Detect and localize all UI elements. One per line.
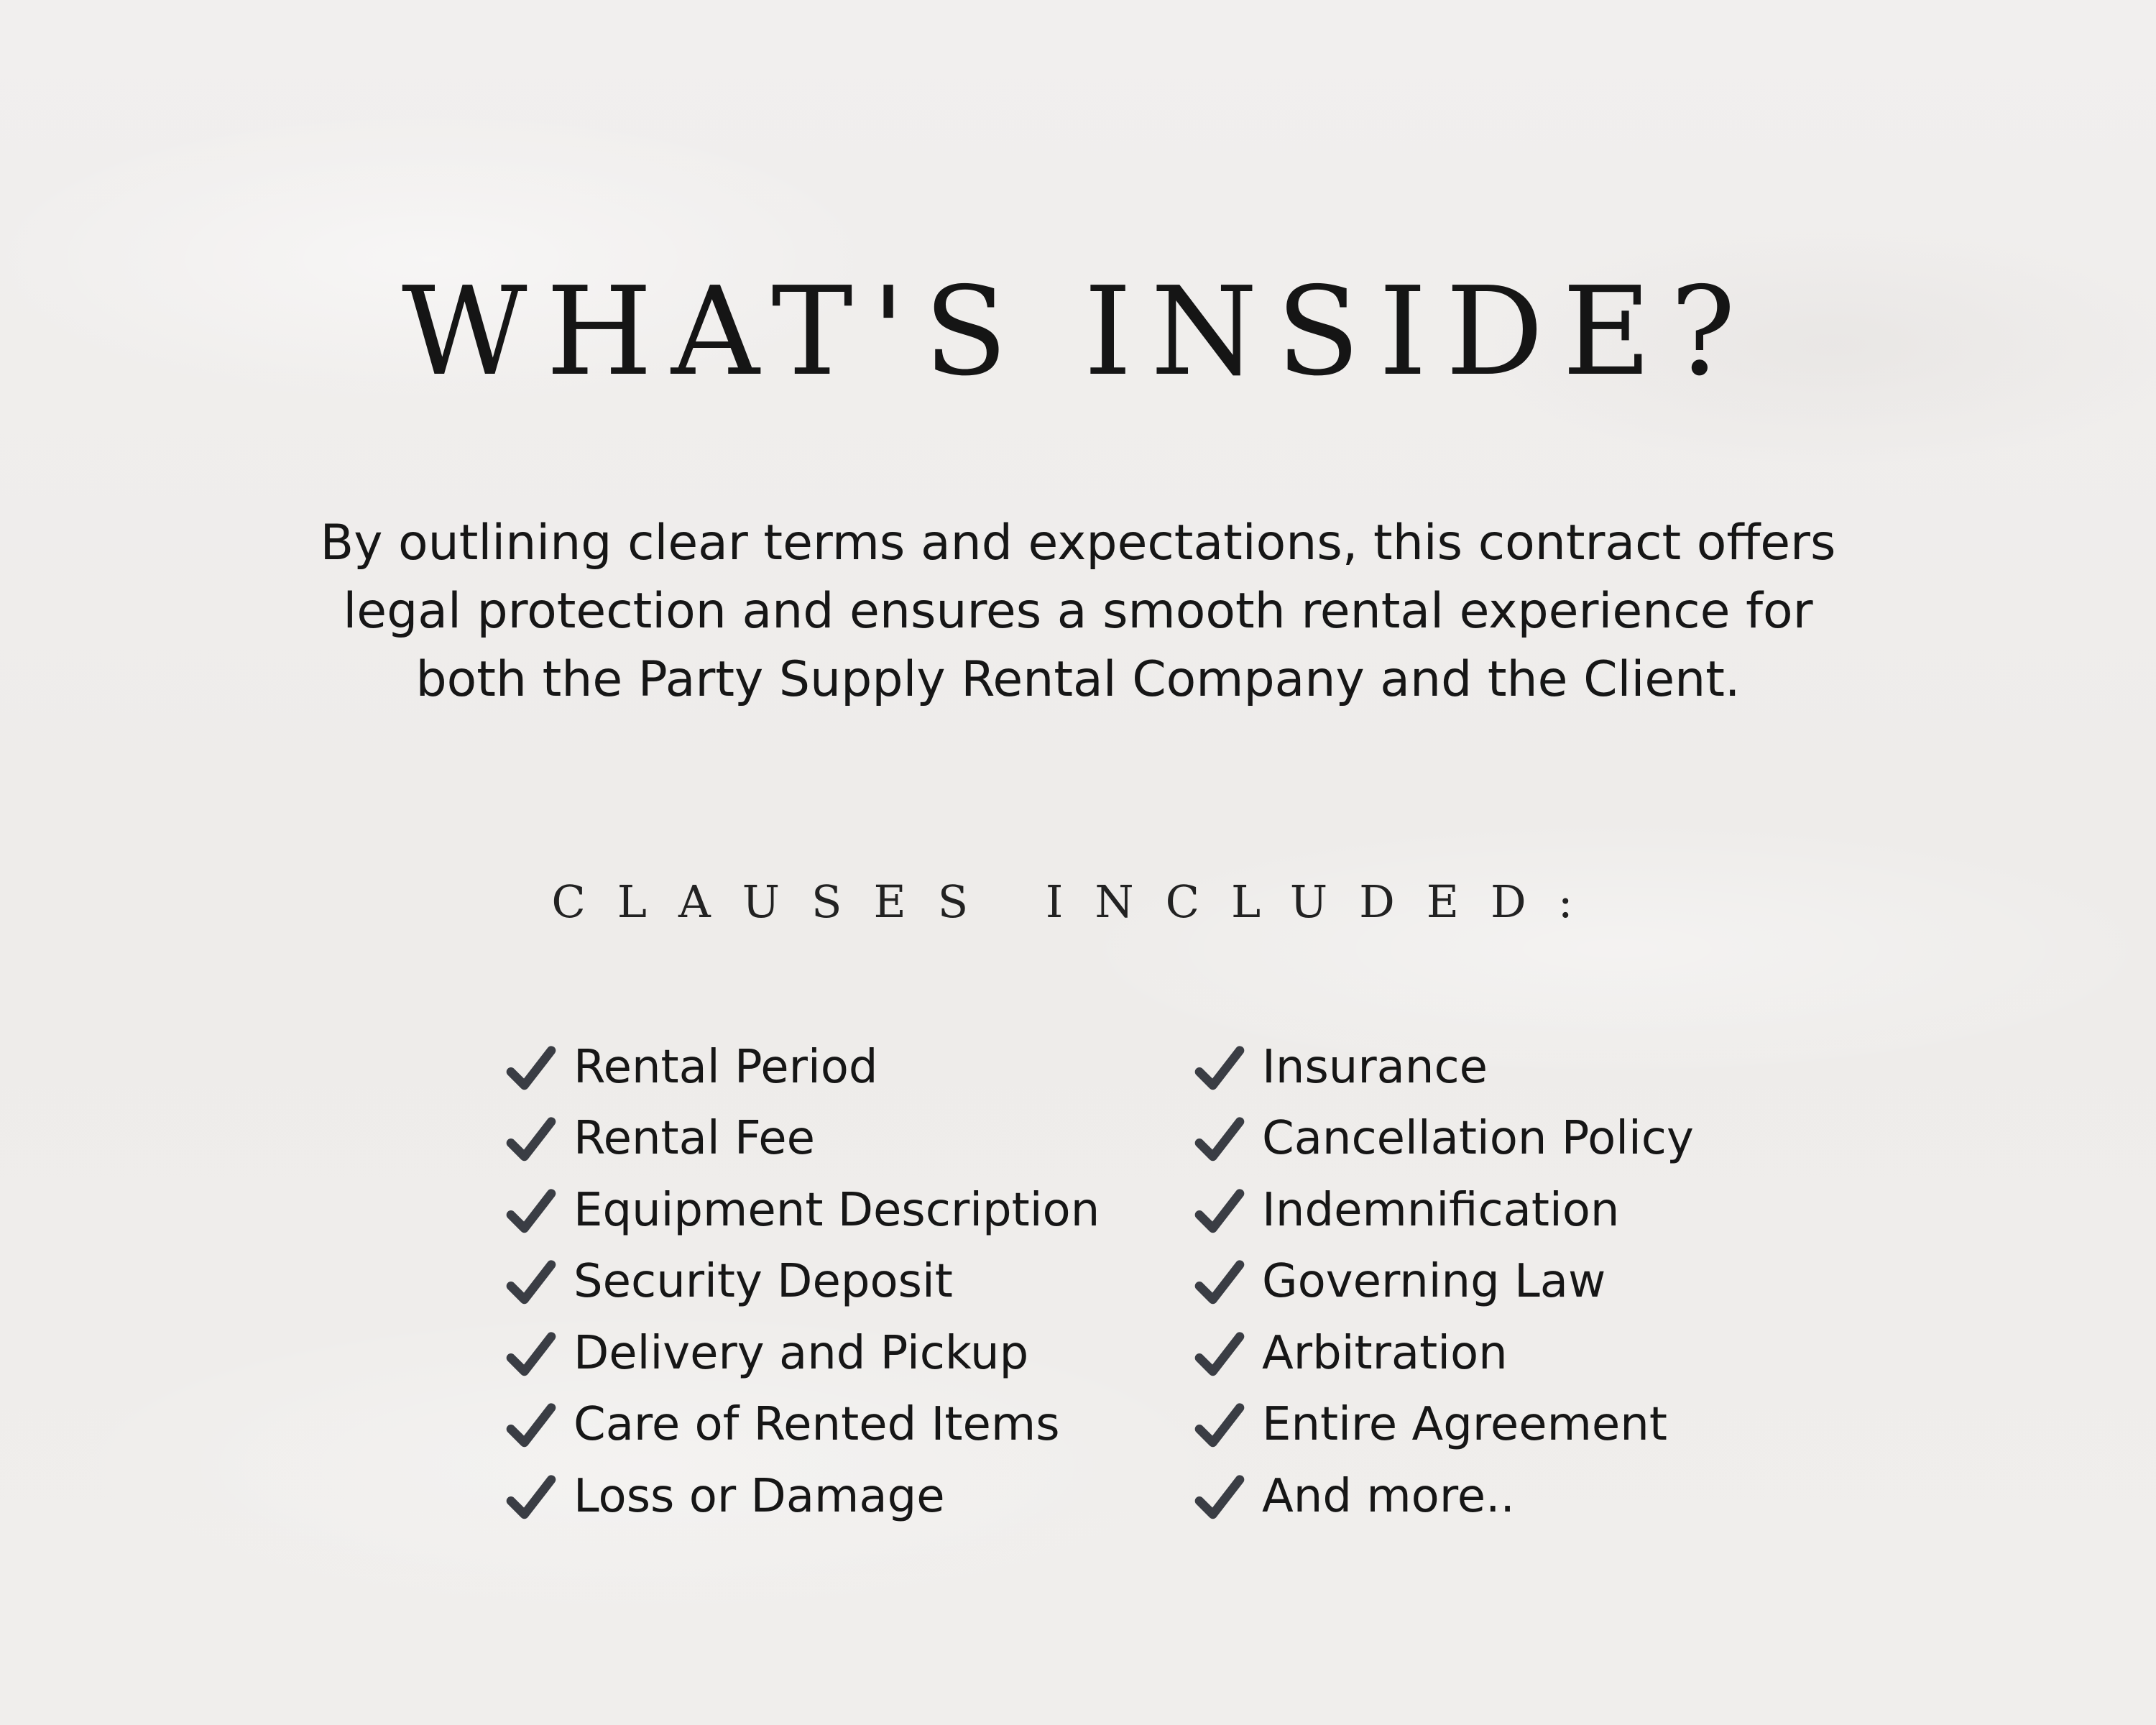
clause-item [503,1317,1100,1389]
checkmark-icon [503,1110,559,1167]
checkmark-icon [503,1182,559,1238]
clause-label: Loss or Damage [573,1469,945,1523]
clause-item [503,1460,1100,1532]
intro-paragraph [244,509,1912,714]
checkmark-icon [1192,1468,1248,1524]
clause-label: Rental Period [573,1040,878,1094]
checkmark-icon [1192,1254,1248,1310]
intro-line-3: both the Party Supply Rental Company and the Client. [415,651,1741,708]
clause-label: Entire Agreement [1262,1398,1667,1452]
checkmark-icon [503,1254,559,1310]
clause-item [1192,1174,1694,1246]
clause-label: Equipment Description [573,1183,1100,1237]
clause-item [503,1246,1100,1318]
clause-item [503,1389,1100,1461]
clause-label: Arbitration [1262,1326,1508,1380]
checkmark-icon [503,1325,559,1381]
clauses-list-left [503,1031,1100,1532]
clause-label: Insurance [1262,1040,1488,1094]
clause-label: Governing Law [1262,1255,1606,1309]
clause-item [1192,1246,1694,1318]
clause-item [1192,1031,1694,1103]
intro-line-1: By outlining clear terms and expectations, this contract offers [320,515,1836,571]
clause-label: Delivery and Pickup [573,1326,1029,1380]
checkmark-icon [1192,1110,1248,1167]
clause-item [1192,1460,1694,1532]
clause-label: Cancellation Policy [1262,1112,1694,1166]
clause-item [503,1103,1100,1175]
clause-label: Indemnification [1262,1183,1620,1237]
clause-label: Security Deposit [573,1255,953,1309]
checkmark-icon [1192,1325,1248,1381]
clause-item [1192,1317,1694,1389]
clause-label: Rental Fee [573,1112,816,1166]
intro-line-2: legal protection and ensures a smooth rental experience for [343,583,1813,640]
clauses-list-right [1192,1031,1694,1532]
checkmark-icon [1192,1039,1248,1095]
checkmark-icon [1192,1397,1248,1453]
clause-item [503,1174,1100,1246]
checkmark-icon [1192,1182,1248,1238]
checkmark-icon [503,1397,559,1453]
checkmark-icon [503,1039,559,1095]
clause-label: And more.. [1262,1469,1515,1523]
clause-item [1192,1389,1694,1461]
page-title: WHAT'S INSIDE? [401,261,1755,403]
checkmark-icon [503,1468,559,1524]
clause-item [503,1031,1100,1103]
clause-item [1192,1103,1694,1175]
clauses-heading: CLAUSES INCLUDED: [551,875,1605,928]
clause-label: Care of Rented Items [573,1398,1060,1452]
